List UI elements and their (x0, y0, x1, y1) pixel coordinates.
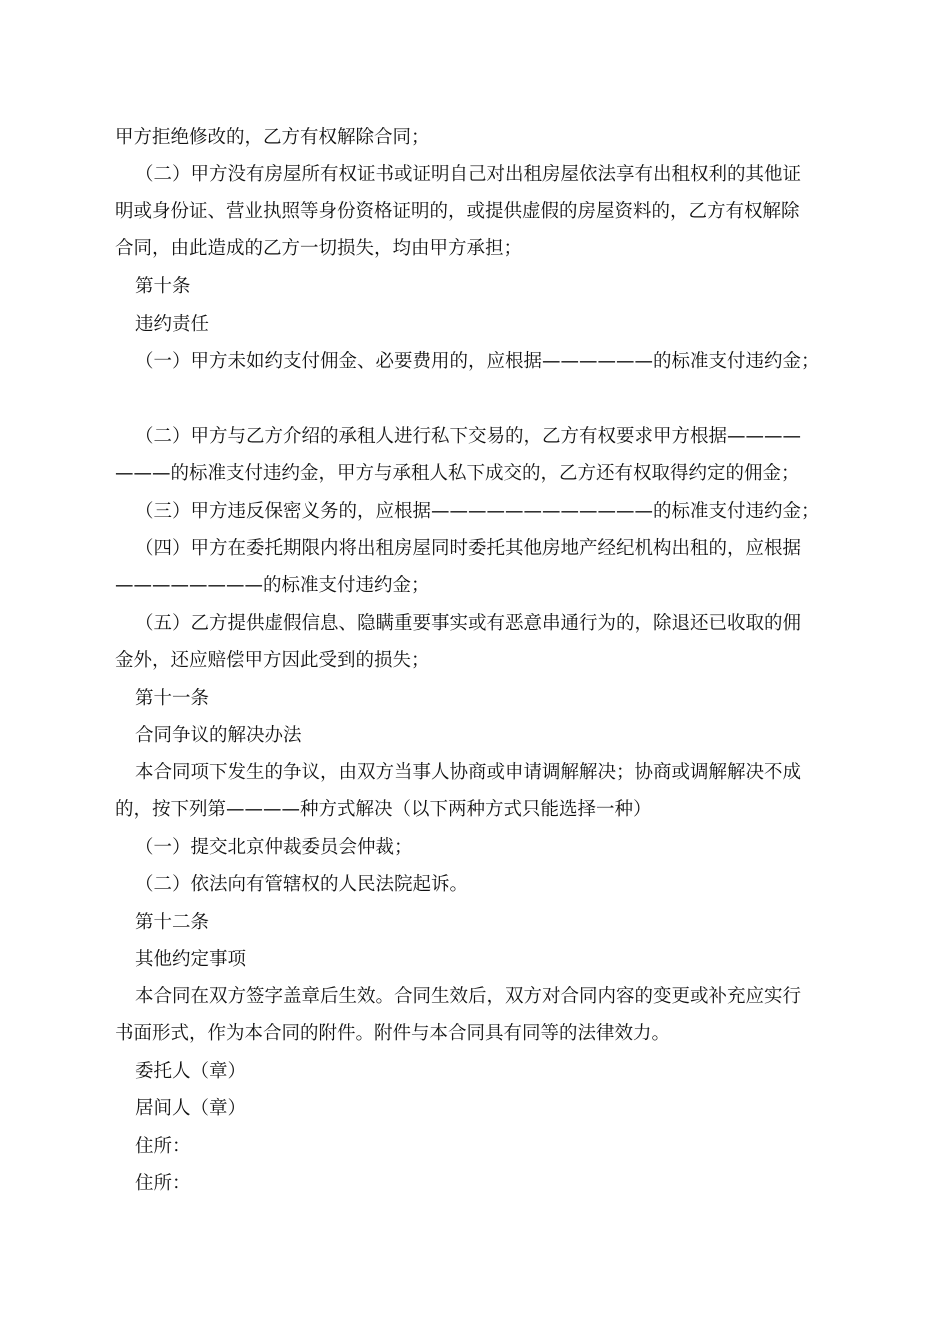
section-heading: 第十二条 (135, 912, 210, 933)
text-line: 本合同项下发生的争议，由双方当事人协商或申请调解解决；协商或调解解决不成 (135, 762, 802, 783)
text-line: 甲方拒绝修改的，乙方有权解除合同； (115, 127, 430, 148)
signature-label: 委托人（章） (135, 1061, 247, 1082)
text-line: ———的标准支付违约金，甲方与承租人私下成交的，乙方还有权取得约定的佣金； (115, 463, 800, 484)
section-heading: 第十条 (135, 276, 191, 297)
text-line: ————————的标准支付违约金； (115, 575, 430, 596)
text-line: （二）甲方没有房屋所有权证书或证明自己对出租房屋依法享有出租权利的其他证 (135, 164, 802, 185)
address-label: 住所： (135, 1136, 191, 1157)
section-title: 其他约定事项 (135, 949, 247, 970)
text-line: （三）甲方违反保密义务的，应根据————————————的标准支付违约金； (135, 501, 820, 522)
text-line: 金外，还应赔偿甲方因此受到的损失； (115, 650, 430, 671)
text-line: 明或身份证、营业执照等身份资格证明的，或提供虚假的房屋资料的，乙方有权解除 (115, 201, 800, 222)
text-line: （一）甲方未如约支付佣金、必要费用的，应根据——————的标准支付违约金； (135, 351, 820, 372)
section-heading: 第十一条 (135, 688, 210, 709)
text-line: （二）甲方与乙方介绍的承租人进行私下交易的，乙方有权要求甲方根据———— (135, 426, 802, 447)
text-line: 本合同在双方签字盖章后生效。合同生效后，双方对合同内容的变更或补充应实行 (135, 986, 802, 1007)
section-title: 违约责任 (135, 314, 210, 335)
address-label: 住所： (135, 1173, 191, 1194)
text-line: （一）提交北京仲裁委员会仲裁； (135, 837, 413, 858)
section-title: 合同争议的解决办法 (135, 725, 302, 746)
text-line: （四）甲方在委托期限内将出租房屋同时委托其他房地产经纪机构出租的，应根据 (135, 538, 802, 559)
text-line: 书面形式，作为本合同的附件。附件与本合同具有同等的法律效力。 (115, 1023, 671, 1044)
text-line: （五）乙方提供虚假信息、隐瞒重要事实或有恶意串通行为的，除退还已收取的佣 (135, 613, 802, 634)
text-line: 的，按下列第————种方式解决（以下两种方式只能选择一种） (115, 799, 652, 820)
signature-label: 居间人（章） (135, 1098, 247, 1119)
text-line: （二）依法向有管辖权的人民法院起诉。 (135, 874, 469, 895)
text-line: 合同，由此造成的乙方一切损失，均由甲方承担； (115, 238, 523, 259)
